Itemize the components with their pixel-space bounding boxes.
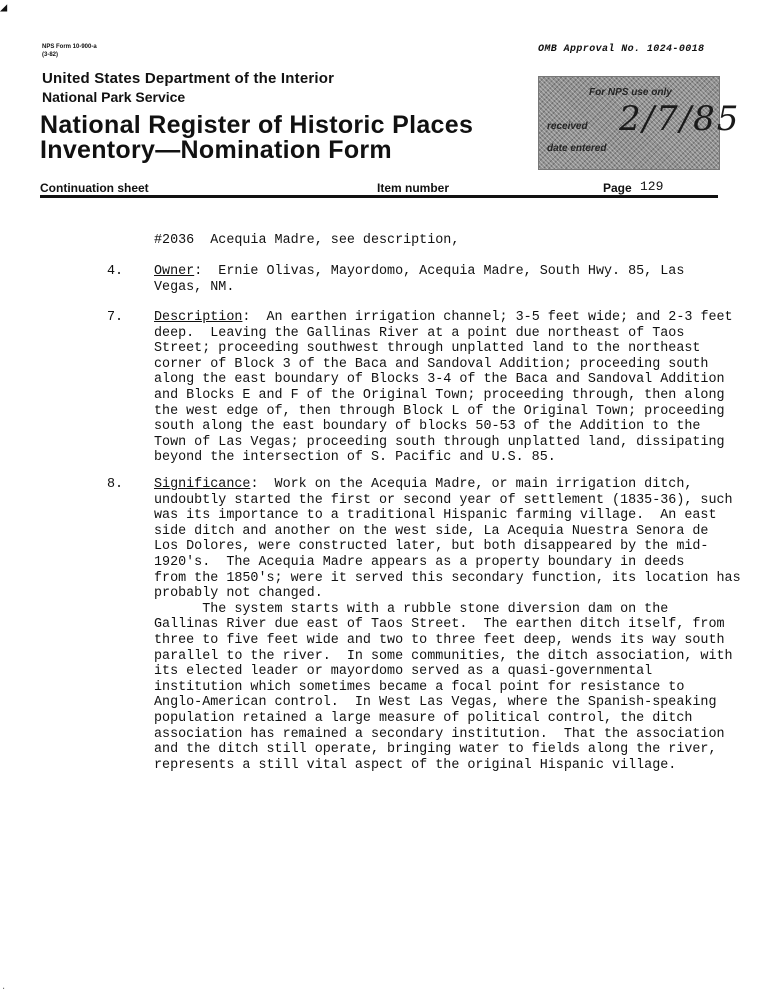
stamp-line1: For NPS use only	[589, 87, 672, 98]
item-first-line: : An earthen irrigation channel; 3-5 feet wide; and 2-3 feet	[242, 310, 733, 325]
omb-approval: OMB Approval No. 1024-0018	[538, 44, 705, 55]
form-id-line1: NPS Form 10-900-a	[42, 44, 97, 50]
form-title-line1: National Register of Historic Places	[40, 111, 474, 139]
item-text: undoubtly started the first or second year of settlement (1835-36), such was its importance to a traditional Hispanic farming village. An east side ditch and another on the west side, La Acequia Nuestra Senora de Los Dolores, were constructed later, but both disappeared by the mid- 1920's. The Acequia Madre appears as a property boundary in deeds from the 1850's; were it served this secondary function, its location has probably not changed. The system starts with a rubble stone diversion dam on the Gallinas River due east of Taos Street. The earthen ditch itself, from three to five feet wide and two to three feet deep, wends its way south parallel to the river. In some communities, the ditch association, with its elected leader or mayordomo served as a quasi-governmental institution which sometimes became a focal point for resistance to Anglo-American control. In West Las Vegas, where the Spanish-speaking population retained a large measure of political control, the ditch association has remained a secondary institution. That the association and the ditch still operate, bringing water to fields along the river, represents a still vital aspect of the original Hispanic village.	[154, 492, 741, 773]
header-rule	[40, 195, 718, 198]
item-description	[154, 310, 733, 466]
agency-name: National Park Service	[42, 89, 186, 105]
item-first-line: : Work on the Acequia Madre, or main irrigation ditch,	[250, 477, 693, 492]
item-heading: Owner	[154, 264, 195, 279]
stamp-line3: date entered	[547, 143, 607, 154]
page-number: 129	[640, 179, 664, 194]
form-id-line2: (3-82)	[42, 52, 59, 58]
item-number: 7.	[107, 310, 124, 325]
item-first-line: : Ernie Olivas, Mayordomo, Acequia Madre, South Hwy. 85, Las	[194, 264, 685, 279]
form-title-line2: Inventory—Nomination Form	[40, 136, 392, 164]
scan-edge-mark: ‧	[2, 985, 6, 996]
stamp-signature: 2/7/85	[619, 99, 741, 139]
item-significance	[154, 477, 741, 773]
item-text: Vegas, NM.	[154, 279, 235, 295]
page-label: Page	[603, 181, 632, 195]
scan-corner-mark: ◢	[0, 1, 8, 15]
form-id	[42, 43, 97, 59]
item-heading: Description	[154, 310, 243, 325]
property-reference: #2036 Acequia Madre, see description,	[154, 233, 460, 248]
nps-use-only-stamp	[538, 76, 741, 170]
department-name: United States Department of the Interior	[42, 70, 335, 87]
item-number-label: Item number	[377, 181, 450, 195]
item-number: 8.	[107, 477, 124, 492]
item-owner	[154, 264, 684, 295]
item-heading: Significance	[154, 477, 251, 492]
stamp-line2: received	[547, 121, 588, 132]
continuation-sheet-label: Continuation sheet	[40, 181, 149, 195]
item-text: deep. Leaving the Gallinas River at a point due northeast of Taos Street; proceeding southwest through unplatted land to the northeast corner of Block 3 of the Baca and Sandoval Addition; proceeding south along the east boundary of Blocks 3-4 of the Baca and Sandoval Addition and Blocks E and F of the Original Town; proceeding through, then along the west edge of, then through Block L of the Original Town; proceeding south along the east boundary of blocks 50-53 of the Addition to the Town of Las Vegas; proceeding south through unplatted land, dissipating beyond the intersection of S. Pacific and U.S. 85.	[154, 325, 725, 466]
item-number: 4.	[107, 264, 124, 279]
